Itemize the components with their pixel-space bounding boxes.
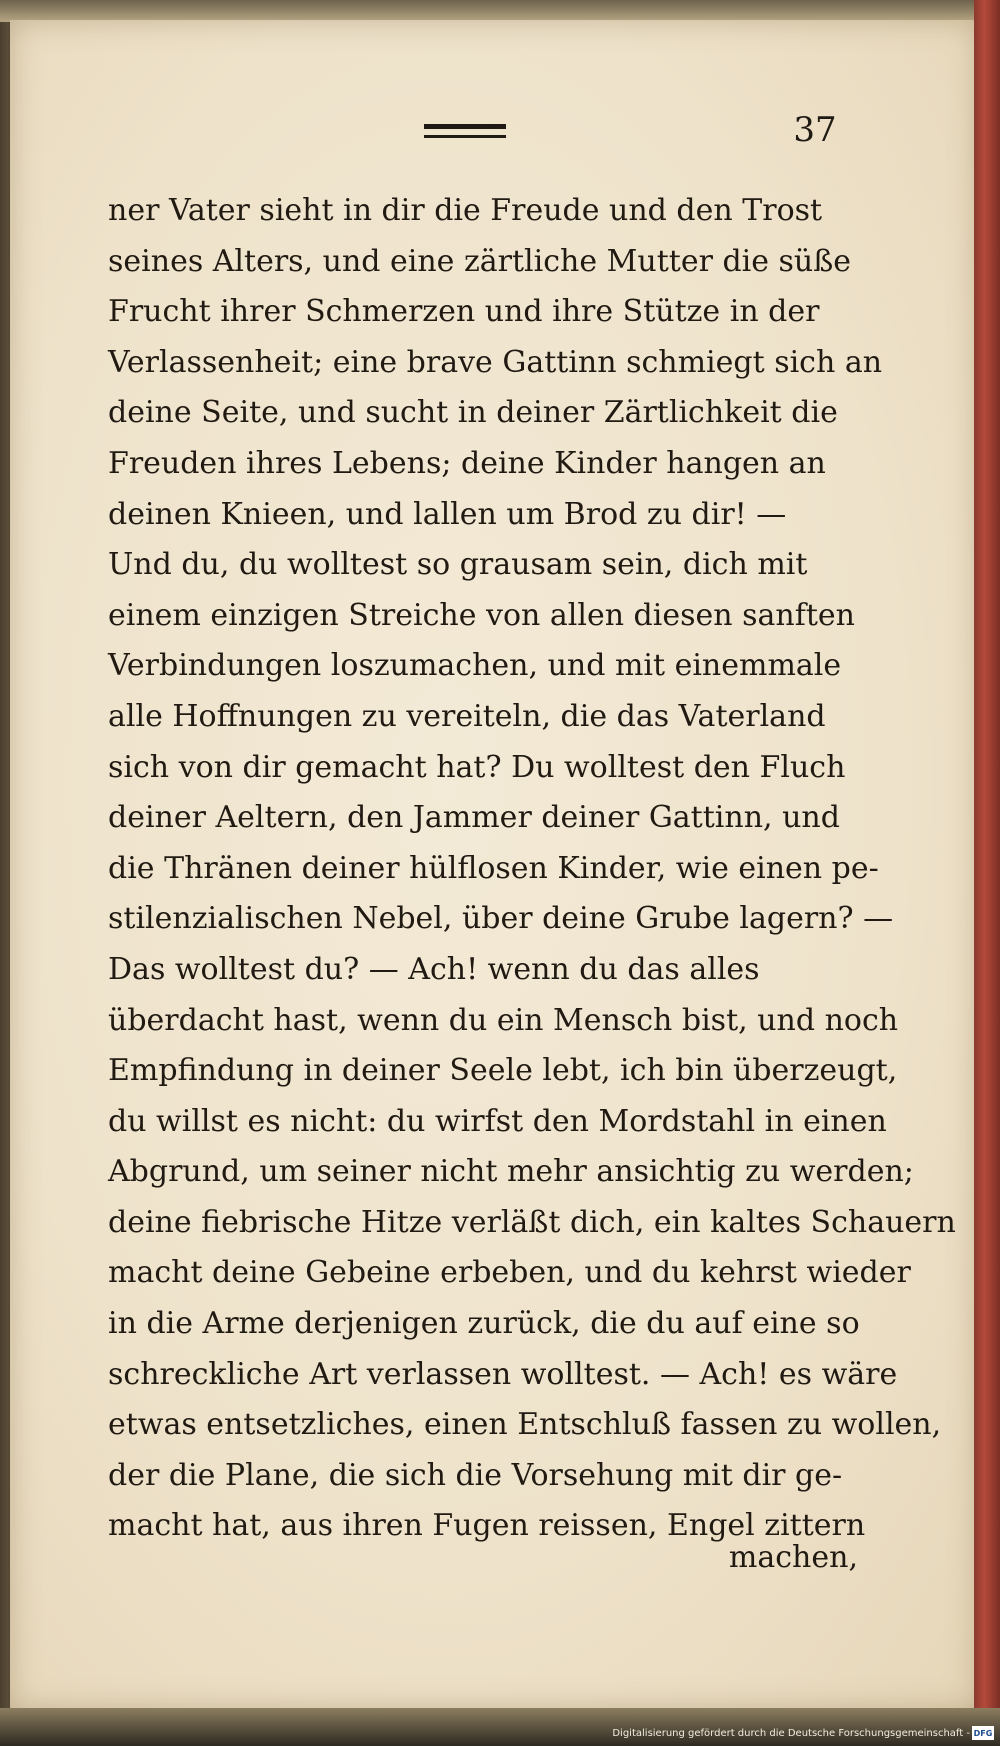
text-line: Das wolltest du? — Ach! wenn du das alles — [108, 951, 760, 987]
header-rule — [424, 124, 506, 138]
header-rule-line — [424, 124, 506, 129]
dfg-logo-text: DFG — [973, 1728, 993, 1738]
dfg-logo — [972, 1726, 994, 1740]
text-line: sich von dir gemacht hat? Du wolltest den Fluch — [108, 749, 846, 785]
text-line: Verlassenheit; eine brave Gattinn schmiegt sich an — [108, 344, 883, 380]
text-line: die Thränen deiner hülflosen Kinder, wie einen pe- — [108, 850, 879, 886]
book-bottom-edge — [0, 1708, 1000, 1746]
text-line: deiner Aeltern, den Jammer deiner Gattinn, und — [108, 800, 840, 836]
text-line: Frucht ihrer Schmerzen und ihre Stütze in der — [108, 294, 820, 330]
text-line: deinen Knieen, und lallen um Brod zu dir! — — [108, 496, 787, 532]
text-line: Und du, du wolltest so grausam sein, dich mit — [108, 547, 808, 583]
text-line: einem einzigen Streiche von allen diesen sanften — [108, 597, 855, 633]
header-rule-line — [424, 135, 506, 138]
text-line: deine fiebrische Hitze verläßt dich, ein kaltes Schauern — [108, 1204, 956, 1240]
text-line: macht hat, aus ihren Fugen reissen, Engel zittern — [108, 1508, 866, 1544]
text-line: überdacht hast, wenn du ein Mensch bist, und noch — [108, 1002, 899, 1038]
text-line: du willst es nicht: du wirfst den Mordstahl in einen — [108, 1103, 887, 1139]
catchword: machen, — [728, 1540, 858, 1575]
text-line: schreckliche Art verlassen wolltest. — Ach! es wäre — [108, 1356, 898, 1392]
text-line: Empfindung in deiner Seele lebt, ich bin überzeugt, — [108, 1053, 898, 1089]
text-line: ner Vater sieht in dir die Freude und den Trost — [108, 193, 823, 228]
text-line: der die Plane, die sich die Vorsehung mit dir ge- — [108, 1457, 843, 1493]
body-text — [108, 186, 956, 1552]
text-line: seines Alters, und eine zärtliche Mutter die süße — [108, 243, 852, 279]
text-line: alle Hoffnungen zu vereiteln, die das Vaterland — [108, 698, 826, 734]
text-line: Freuden ihres Lebens; deine Kinder hangen an — [108, 445, 826, 481]
page-number: 37 — [793, 110, 837, 150]
text-line: deine Seite, und sucht in deiner Zärtlichkeit die — [108, 395, 838, 431]
text-line: stilenzialischen Nebel, über deine Grube lagern? — — [108, 901, 894, 937]
red-fore-edge — [974, 0, 1000, 1746]
book-top-edge — [0, 0, 1000, 22]
text-line: Verbindungen loszumachen, und mit einemmale — [108, 648, 842, 684]
text-line: in die Arme derjenigen zurück, die du auf eine so — [108, 1306, 860, 1342]
digitization-credit: Digitalisierung gefördert durch die Deutsche Forschungsgemeinschaft - — [612, 1728, 970, 1739]
text-line: Abgrund, um seiner nicht mehr ansichtig zu werden; — [108, 1154, 914, 1190]
text-line: macht deine Gebeine erbeben, und du kehrst wieder — [108, 1255, 911, 1291]
text-line: etwas entsetzliches, einen Entschluß fassen zu wollen, — [108, 1407, 942, 1443]
